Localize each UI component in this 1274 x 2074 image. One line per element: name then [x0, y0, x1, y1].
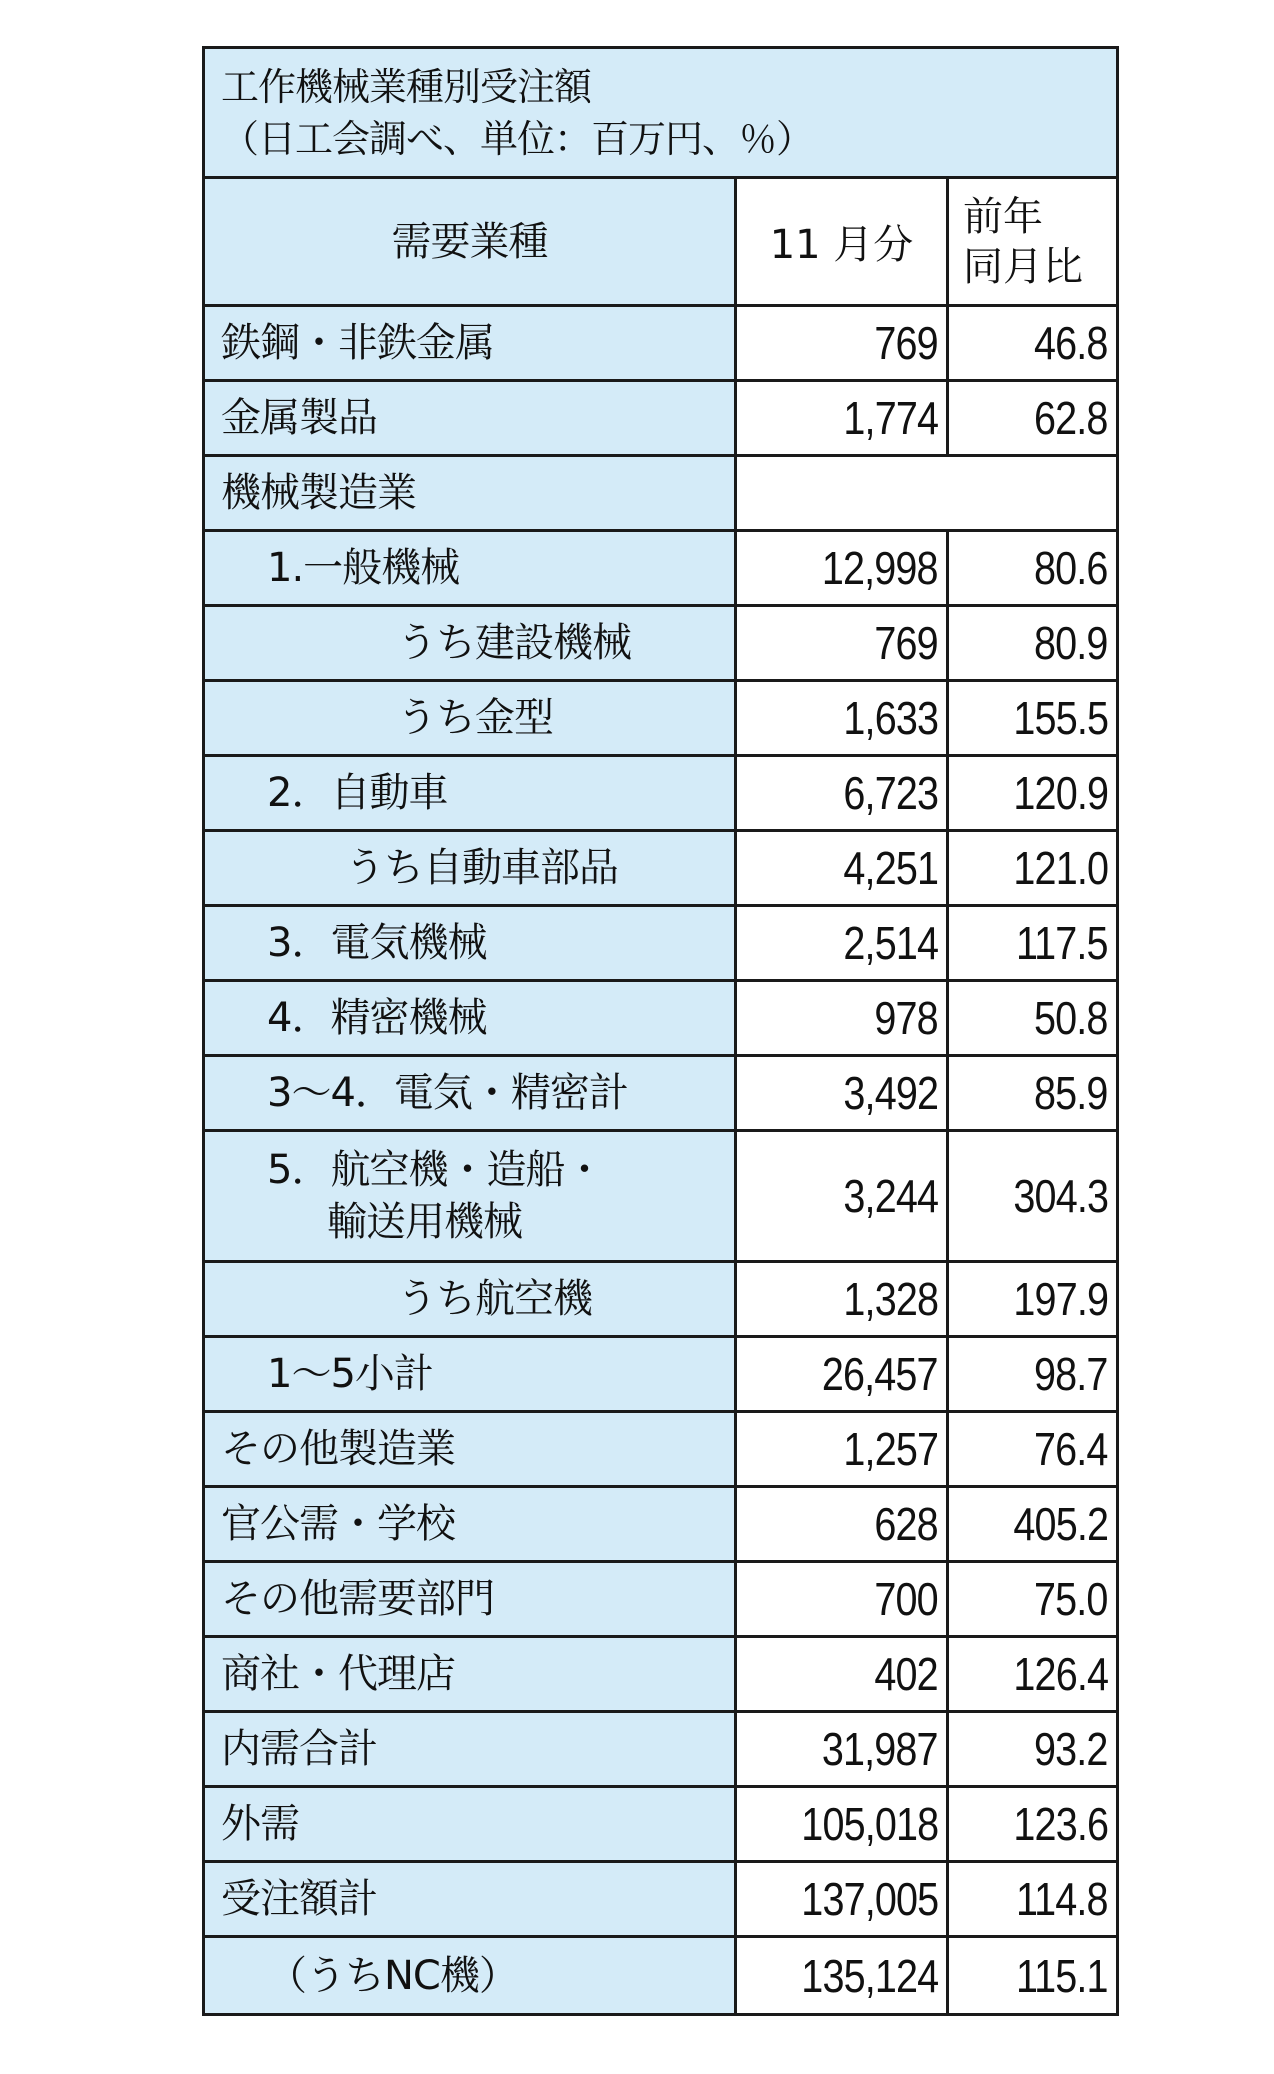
industry-cell: [205, 1132, 737, 1260]
industry-label: 4．精密機械: [267, 995, 487, 1041]
industry-cell: [205, 1338, 737, 1410]
table-row: [205, 1488, 1116, 1563]
month-value-cell: [737, 1563, 949, 1635]
yoy-ratio-cell: [949, 1057, 1116, 1129]
industry-cell: [205, 307, 737, 379]
yoy-ratio: 93.2: [1034, 1723, 1108, 1775]
table-row: [205, 1057, 1116, 1132]
header-row: [205, 179, 1116, 307]
month-value-cell: [737, 757, 949, 829]
industry-cell: [205, 1638, 737, 1710]
month-value: 4,251: [843, 842, 938, 894]
industry-label: 官公需・学校: [221, 1501, 455, 1547]
yoy-ratio: 117.5: [1016, 917, 1108, 969]
header-yoy-line1: 前年: [963, 193, 1043, 240]
industry-label: 3～4．電気・精密計: [267, 1070, 628, 1116]
yoy-ratio: 75.0: [1034, 1573, 1108, 1625]
month-value: 978: [874, 992, 938, 1044]
yoy-ratio: 155.5: [1013, 692, 1108, 744]
yoy-ratio: 76.4: [1034, 1423, 1108, 1475]
industry-label: 内需合計: [221, 1726, 377, 1772]
industry-label-line2: 輸送用機械: [327, 1199, 522, 1245]
table-row: [205, 532, 1116, 607]
month-value-cell: [737, 1788, 949, 1860]
table-body: [205, 307, 1116, 2013]
yoy-ratio: 85.9: [1034, 1067, 1108, 1119]
month-value-cell: [737, 1338, 949, 1410]
yoy-ratio-cell: [949, 532, 1116, 604]
table-row: [205, 1132, 1116, 1263]
yoy-ratio: 197.9: [1013, 1273, 1108, 1325]
industry-label: うち金型: [397, 695, 553, 741]
industry-cell: [205, 982, 737, 1054]
month-value-cell: [737, 1863, 949, 1935]
month-value: 402: [874, 1648, 938, 1700]
yoy-ratio: 405.2: [1013, 1498, 1108, 1550]
industry-cell: [205, 832, 737, 904]
month-value: 769: [874, 617, 938, 669]
industry-label: 機械製造業: [221, 470, 416, 516]
month-value-cell: [737, 1488, 949, 1560]
industry-cell: [205, 907, 737, 979]
month-value: 1,328: [843, 1273, 938, 1325]
table-row: [205, 382, 1116, 457]
yoy-ratio-cell: [949, 1413, 1116, 1485]
table-row: [205, 832, 1116, 907]
industry-cell: [205, 1413, 737, 1485]
industry-label: 2．自動車: [267, 770, 448, 816]
yoy-ratio: 50.8: [1034, 992, 1108, 1044]
industry-cell: [205, 1563, 737, 1635]
yoy-ratio: 80.9: [1034, 617, 1108, 669]
table-row: [205, 757, 1116, 832]
industry-cell: [205, 1263, 737, 1335]
industry-label: 1.一般機械: [267, 545, 460, 591]
month-value-cell: [737, 1413, 949, 1485]
month-value: 1,774: [843, 392, 938, 444]
yoy-ratio: 304.3: [1013, 1170, 1108, 1222]
header-month: 11 月分: [737, 179, 949, 304]
month-value-cell: [737, 532, 949, 604]
month-value: 137,005: [801, 1873, 938, 1925]
industry-label: うち自動車部品: [345, 845, 618, 891]
yoy-ratio: 123.6: [1013, 1798, 1108, 1850]
yoy-ratio-cell: [949, 757, 1116, 829]
month-value: 135,124: [801, 1949, 938, 2002]
month-value: 769: [874, 317, 938, 369]
table-row: [205, 907, 1116, 982]
industry-label: その他需要部門: [221, 1576, 494, 1622]
industry-label: 金属製品: [221, 395, 377, 441]
month-value: 1,633: [843, 692, 938, 744]
month-value: 700: [874, 1573, 938, 1625]
yoy-ratio-cell: [949, 1713, 1116, 1785]
industry-label: （うちNC機）: [267, 1952, 518, 1999]
industry-cell: [205, 382, 737, 454]
industry-cell: [205, 1057, 737, 1129]
table-row: [205, 1938, 1116, 2013]
industry-label: 5．航空機・造船・: [267, 1147, 604, 1193]
table-row: [205, 1263, 1116, 1338]
table-title: [205, 49, 1116, 179]
yoy-ratio: 80.6: [1034, 542, 1108, 594]
yoy-ratio-cell: [949, 607, 1116, 679]
table-row: [205, 307, 1116, 382]
industry-label: 外需: [221, 1801, 299, 1847]
yoy-ratio: 121.0: [1013, 842, 1108, 894]
header-yoy: [949, 179, 1116, 304]
industry-cell: [205, 1488, 737, 1560]
title-line2: （日工会調べ、単位：百万円、％）: [221, 117, 814, 161]
table-row: [205, 682, 1116, 757]
month-value: 3,492: [843, 1067, 938, 1119]
yoy-ratio-cell: [949, 307, 1116, 379]
machine-tool-orders-table: [202, 46, 1119, 2016]
title-line1: 工作機械業種別受注額: [221, 65, 592, 109]
industry-label: うち建設機械: [397, 620, 631, 666]
table-row: [205, 457, 1116, 532]
industry-label: 鉄鋼・非鉄金属: [221, 320, 494, 366]
industry-cell: [205, 1788, 737, 1860]
month-value: 1,257: [843, 1423, 938, 1475]
month-value: 31,987: [822, 1723, 938, 1775]
month-value-cell: [737, 307, 949, 379]
header-yoy-line2: 同月比: [963, 243, 1083, 290]
yoy-ratio: 115.1: [1016, 1949, 1108, 2002]
month-value-cell: [737, 832, 949, 904]
industry-label: 受注額計: [221, 1876, 377, 1922]
yoy-ratio: 62.8: [1034, 392, 1108, 444]
industry-label: 3．電気機械: [267, 920, 487, 966]
industry-cell: [205, 457, 737, 529]
yoy-ratio-cell: [949, 907, 1116, 979]
industry-label: その他製造業: [221, 1426, 455, 1472]
month-value-cell: [737, 1713, 949, 1785]
yoy-ratio-cell: [949, 1788, 1116, 1860]
month-value-cell: [737, 682, 949, 754]
industry-cell: [205, 757, 737, 829]
empty-merged-cell: [737, 457, 1116, 529]
yoy-ratio: 126.4: [1013, 1648, 1108, 1700]
industry-label: 1～5小計: [267, 1351, 433, 1397]
yoy-ratio-cell: [949, 1338, 1116, 1410]
table-row: [205, 1563, 1116, 1638]
yoy-ratio: 46.8: [1034, 317, 1108, 369]
month-value-cell: [737, 1638, 949, 1710]
yoy-ratio-cell: [949, 1638, 1116, 1710]
yoy-ratio-cell: [949, 832, 1116, 904]
table-row: [205, 1638, 1116, 1713]
yoy-ratio-cell: [949, 1938, 1116, 2013]
industry-cell: [205, 682, 737, 754]
month-value-cell: [737, 1263, 949, 1335]
yoy-ratio-cell: [949, 1863, 1116, 1935]
month-value: 105,018: [801, 1798, 938, 1850]
month-value: 26,457: [822, 1348, 938, 1400]
yoy-ratio: 120.9: [1013, 767, 1108, 819]
table-row: [205, 1863, 1116, 1938]
month-value: 12,998: [822, 542, 938, 594]
industry-cell: [205, 607, 737, 679]
industry-label: うち航空機: [397, 1276, 592, 1322]
industry-cell: [205, 1938, 737, 2013]
month-value-cell: [737, 1132, 949, 1260]
header-industry: 需要業種: [205, 179, 737, 304]
industry-cell: [205, 1863, 737, 1935]
table-row: [205, 607, 1116, 682]
month-value-cell: [737, 1938, 949, 2013]
month-value-cell: [737, 607, 949, 679]
month-value-cell: [737, 1057, 949, 1129]
yoy-ratio-cell: [949, 382, 1116, 454]
yoy-ratio: 98.7: [1034, 1348, 1108, 1400]
table-row: [205, 982, 1116, 1057]
yoy-ratio-cell: [949, 982, 1116, 1054]
yoy-ratio-cell: [949, 1263, 1116, 1335]
month-value: 628: [874, 1498, 938, 1550]
month-value: 6,723: [843, 767, 938, 819]
month-value-cell: [737, 907, 949, 979]
table-row: [205, 1788, 1116, 1863]
table-row: [205, 1413, 1116, 1488]
yoy-ratio: 114.8: [1016, 1873, 1108, 1925]
yoy-ratio-cell: [949, 1563, 1116, 1635]
yoy-ratio-cell: [949, 682, 1116, 754]
month-value: 2,514: [843, 917, 938, 969]
month-value: 3,244: [843, 1170, 938, 1222]
industry-cell: [205, 1713, 737, 1785]
industry-cell: [205, 532, 737, 604]
table-row: [205, 1338, 1116, 1413]
industry-label: 商社・代理店: [221, 1651, 455, 1697]
yoy-ratio-cell: [949, 1488, 1116, 1560]
table-row: [205, 1713, 1116, 1788]
month-value-cell: [737, 982, 949, 1054]
month-value-cell: [737, 382, 949, 454]
yoy-ratio-cell: [949, 1132, 1116, 1260]
